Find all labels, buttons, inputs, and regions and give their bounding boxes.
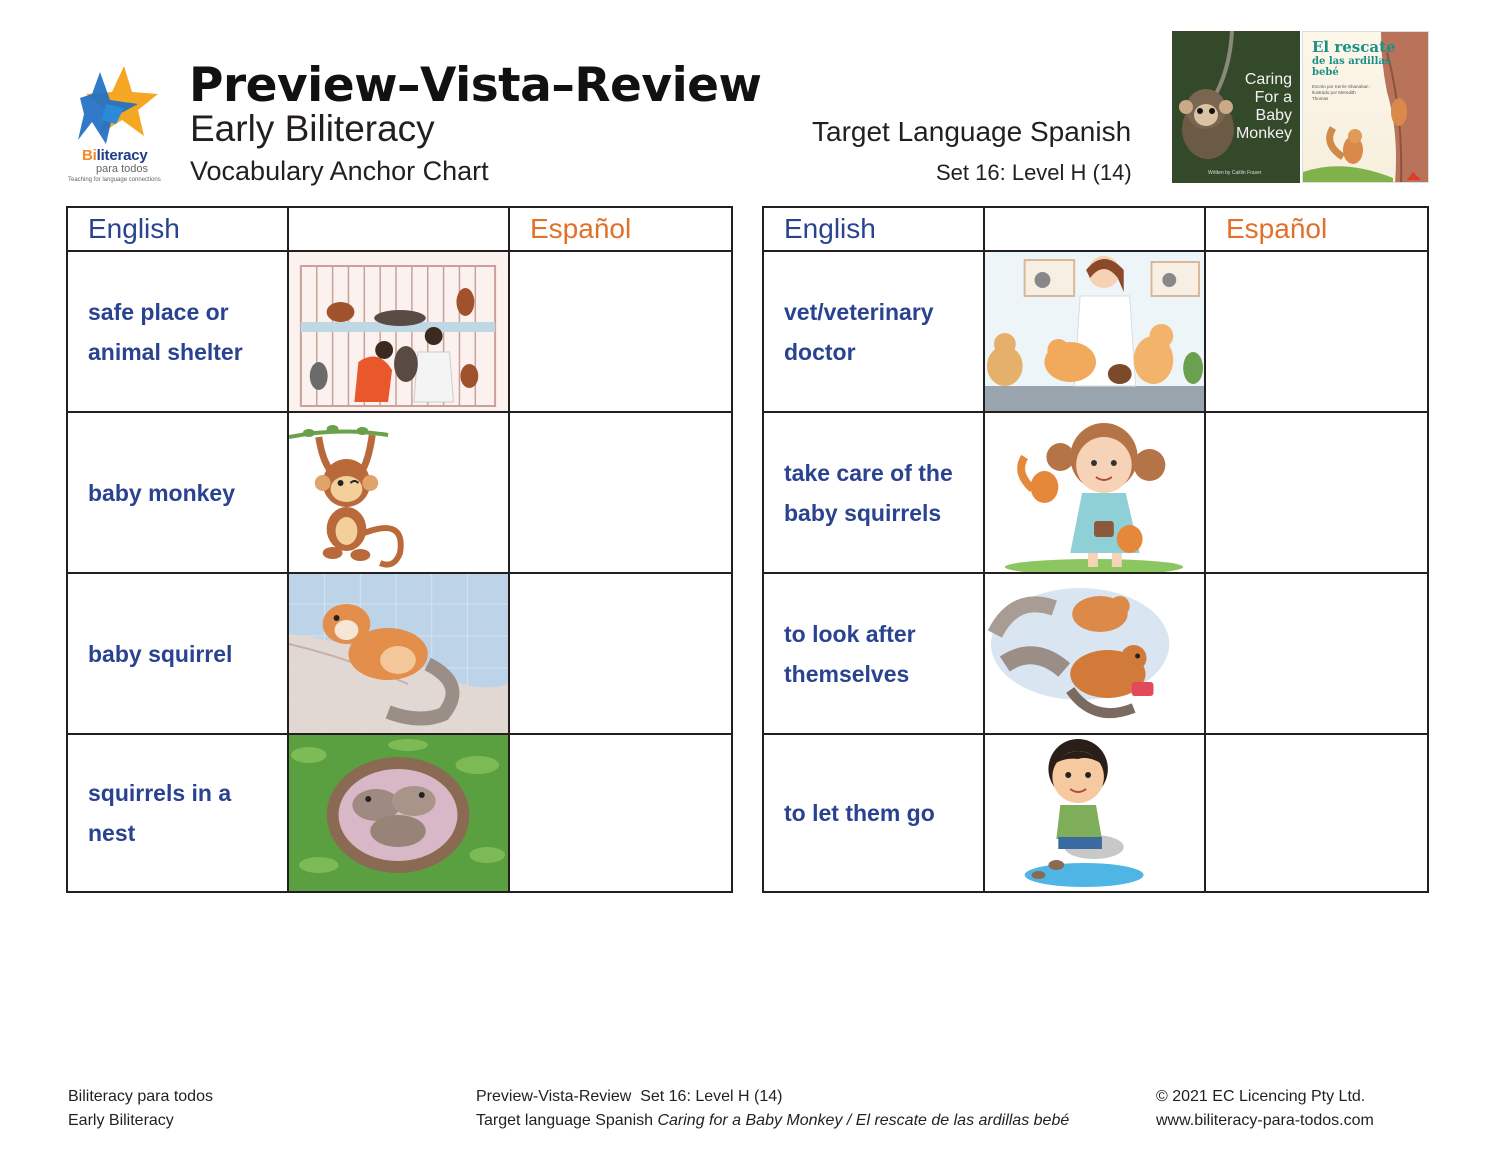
term-text: squirrels in a nest (88, 780, 232, 846)
term-text: safe place or animal shelter (88, 298, 243, 365)
spanish-book-cover (1302, 31, 1429, 183)
table-row (764, 735, 1427, 891)
spanish-cover-subtitle: de las ardillas bebé (1312, 56, 1391, 78)
spanish-column-header: Español (1226, 213, 1328, 244)
footer-right (1156, 1085, 1374, 1133)
spanish-answer-cell[interactable] (1206, 735, 1427, 891)
picture-column-header (985, 208, 1206, 250)
vet-picture (985, 252, 1206, 411)
star-logo-icon (66, 64, 166, 149)
spanish-cover-credit: Escrito por Kerrie Shanahan · Ilustrado por Meredith Thomas (1312, 84, 1372, 101)
biliteracy-logo (66, 64, 174, 186)
page-title: Preview–Vista–Review (189, 58, 762, 113)
table-row (764, 574, 1427, 735)
term-text: to look after themselves (784, 620, 916, 687)
spanish-column-header: Español (530, 213, 632, 244)
table-row (68, 252, 731, 413)
spanish-answer-cell[interactable] (510, 252, 731, 411)
boy-releasing-picture (985, 735, 1206, 891)
squirrels-eating-picture (985, 574, 1206, 733)
spanish-answer-cell[interactable] (1206, 252, 1427, 411)
footer-website-link[interactable]: www.biliteracy-para-todos.com (1156, 1112, 1374, 1129)
vocab-table-left (66, 206, 733, 893)
spanish-answer-cell[interactable] (1206, 574, 1427, 733)
footer-set-info: Preview-Vista-Review Set 16: Level H (14) (476, 1088, 783, 1105)
table-row (68, 413, 731, 574)
spanish-answer-cell[interactable] (510, 413, 731, 572)
footer-middle (476, 1085, 1069, 1133)
table-row (764, 252, 1427, 413)
baby-squirrel-picture (289, 574, 510, 733)
table-row (764, 413, 1427, 574)
baby-monkey-picture (289, 413, 510, 572)
footer-brand: Biliteracy para todos (68, 1088, 213, 1105)
english-column-header: English (88, 213, 180, 244)
target-language: Target Language Spanish (812, 116, 1132, 147)
spanish-answer-cell[interactable] (510, 735, 731, 891)
footer-copyright: © 2021 EC Licencing Pty Ltd. (1156, 1088, 1366, 1105)
term-text: to let them go (784, 800, 935, 826)
term-text: baby monkey (88, 479, 235, 506)
english-column-header: English (784, 213, 876, 244)
page-subtitle: Early Biliteracy (190, 108, 435, 149)
logo-name: Biliteracy (82, 147, 148, 164)
table-row (68, 735, 731, 891)
english-cover-author: Written by Caitlin Fraser (1208, 170, 1262, 176)
term-text: baby squirrel (88, 640, 233, 667)
table-row (68, 574, 731, 735)
chart-title: Vocabulary Anchor Chart (190, 156, 489, 186)
footer-program: Early Biliteracy (68, 1112, 174, 1129)
spanish-answer-cell[interactable] (1206, 413, 1427, 572)
table-header-row (68, 208, 731, 252)
term-text: vet/veterinary doctor (784, 298, 934, 365)
english-cover-title: Caring For a Baby Monkey (1235, 71, 1292, 142)
picture-column-header (289, 208, 510, 250)
set-level: Set 16: Level H (14) (936, 160, 1132, 185)
table-header-row (764, 208, 1427, 252)
footer-book-titles: Target language Spanish Caring for a Baby Monkey / El rescate de las ardillas bebé (476, 1112, 1070, 1129)
spanish-answer-cell[interactable] (510, 574, 731, 733)
girl-with-squirrels-picture (985, 413, 1206, 572)
footer-left (68, 1085, 213, 1133)
term-text: take care of the baby squirrels (784, 459, 953, 526)
logo-tagline: Teaching for language connections (68, 177, 161, 183)
vocab-table-right (762, 206, 1429, 893)
spanish-cover-title: El rescate (1312, 38, 1396, 56)
english-book-cover (1172, 31, 1300, 183)
squirrels-nest-picture (289, 735, 510, 891)
animal-shelter-picture (289, 252, 510, 411)
logo-subtitle: para todos (96, 163, 148, 175)
